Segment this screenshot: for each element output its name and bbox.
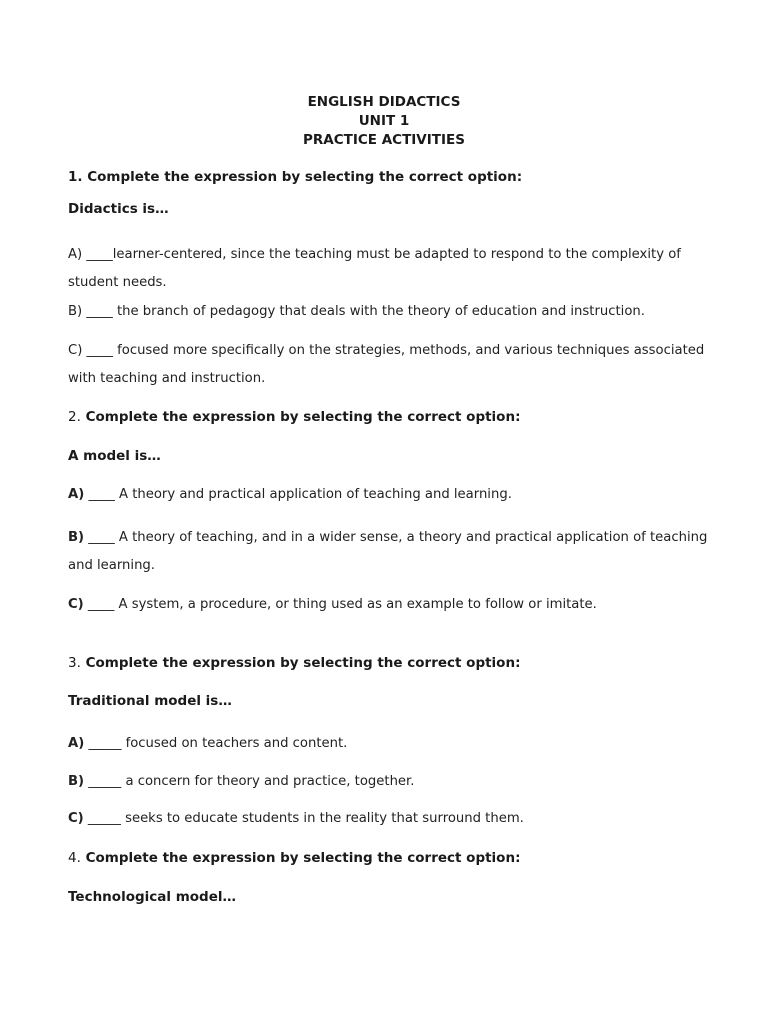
q4-prompt	[68, 850, 708, 866]
q2-option-c-text: ____ A system, a procedure, or thing used as an example to follow or imitate.	[87, 597, 597, 612]
q3-option-a-letter: A)	[68, 736, 85, 751]
q1-stem: Didactics is…	[68, 201, 169, 217]
q3-option-b-text: _____ a concern for theory and practice, together.	[88, 774, 415, 789]
q3-prompt	[68, 655, 708, 671]
q3-option-b-letter: B)	[68, 774, 85, 789]
q4-number: 4.	[68, 850, 81, 866]
q2-stem: A model is…	[68, 448, 161, 464]
q2-prompt	[68, 409, 708, 425]
q2-option-a	[68, 487, 708, 502]
q1-option-c: C) ____ focused more specifically on the strategies, methods, and various techniques associated with teaching and instruction.	[68, 343, 705, 386]
q3-option-c	[68, 811, 708, 826]
q2-option-a-text: ____ A theory and practical application of teaching and learning.	[88, 487, 512, 502]
q3-option-a	[68, 736, 708, 751]
q3-option-b	[68, 774, 708, 789]
course-title: ENGLISH DIDACTICS	[307, 94, 461, 110]
activities-title: PRACTICE ACTIVITIES	[303, 132, 465, 148]
q2-option-b-letter: B)	[68, 530, 85, 545]
q3-number: 3.	[68, 655, 81, 671]
q2-option-b-text: ____ A theory of teaching, and in a wider sense, a theory and practical application of teaching and learning.	[68, 530, 708, 573]
q2-option-c	[68, 597, 708, 612]
q1-prompt: 1. Complete the expression by selecting the correct option:	[68, 169, 523, 185]
q3-prompt-text: Complete the expression by selecting the correct option:	[85, 655, 521, 671]
q2-option-a-letter: A)	[68, 487, 85, 502]
q2-number: 2.	[68, 409, 81, 425]
q2-option-c-letter: C)	[68, 597, 84, 612]
q2-prompt-text: Complete the expression by selecting the correct option:	[85, 409, 521, 425]
q1-option-b: B) ____ the branch of pedagogy that deals with the theory of education and instruction.	[68, 304, 645, 319]
q1-option-a: A) ____learner-centered, since the teaching must be adapted to respond to the complexity of student needs.	[68, 247, 681, 290]
unit-title: UNIT 1	[358, 113, 410, 129]
q4-stem: Technological model…	[68, 889, 236, 905]
q2-option-b	[68, 524, 713, 580]
q3-stem: Traditional model is…	[68, 693, 232, 709]
q3-option-a-text: _____ focused on teachers and content.	[88, 736, 348, 751]
q3-option-c-letter: C)	[68, 811, 84, 826]
q4-prompt-text: Complete the expression by selecting the correct option:	[85, 850, 521, 866]
document-header	[0, 93, 768, 150]
q3-option-c-text: _____ seeks to educate students in the reality that surround them.	[87, 811, 524, 826]
